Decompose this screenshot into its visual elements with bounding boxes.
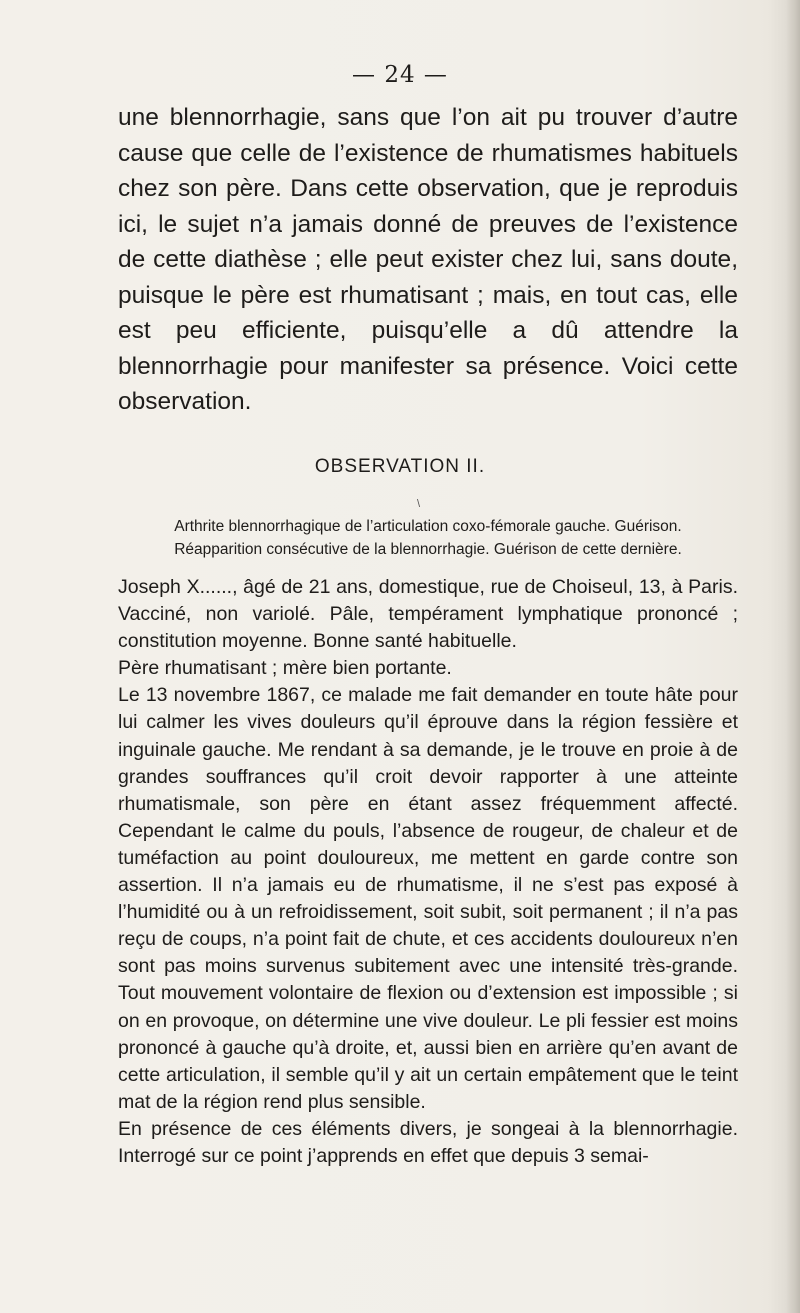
paragraph-family: Père rhumatisant ; mère bien portante. [118,657,452,680]
page-number: — 24 — [352,62,448,88]
summary-line-2: Réapparition consécutive de la blennorrhagie. Guérison de cette dernière. [174,541,682,558]
page-edge-shadow [786,0,800,1313]
intro-text: une blennorrhagie, sans que l’on ait pu trouver d’autre cause que celle de l’existence de rhumatismes habituels chez son père. Dans cette observation, que je reproduis ici, le sujet n’a jamais donné de preuves de l’existence de cette diathèse ; elle peut exister chez lui, sans doute, puisque le père est rhumatisant ; mais, en tout cas, elle est peu efficiente, puisqu’elle a dû attendre la blennorrhagie pour manifester sa présence. Voici cette observation. [118,104,738,415]
printer-mark: \ [417,498,421,510]
summary-line-1: Arthrite blennorrhagique de l’articulation coxo-fémorale gauche. Guérison. [174,518,682,535]
observation-title: OBSERVATION II. [314,456,486,477]
observation-summary [118,515,738,561]
paragraph-patient: Joseph X......, âgé de 21 ans, domestique, rue de Choiseul, 13, à Paris. Vacciné, non variolé. Pâle, tempérament lymphatique prononcé ; constitution moyenne. Bonne santé habituelle. [118,576,738,653]
intro-paragraph [118,100,738,420]
paragraph-case: Le 13 novembre 1867, ce malade me fait demander en toute hâte pour lui calmer les vives douleurs qu’il éprouve dans la région fessière et inguinale gauche. Me rendant à sa demande, je le trouve en proie à de grandes souffrances qu’il croit devoir rapporter à une atteinte rhumatismale, son père en étant assez fréquemment affecté. Cependant le calme du pouls, l’absence de rougeur, de chaleur et de tuméfaction au point douloureux, me mettent en garde contre son assertion. Il n’a jamais eu de rhumatisme, il ne s’est pas exposé à l’humidité ou à un refroidissement, soit subit, soit permanent ; il n’a pas reçu de coups, n’a point fait de chute, et ces accidents douloureux n’en sont pas moins survenus subitement avec une intensité très-grande. Tout mouvement volontaire de flexion ou d’extension est impossible ; si on en provoque, on détermine une vive douleur. Le pli fessier est moins prononcé à gauche qu’à droite, et, aussi bien en arrière qu’en avant de cette articulation, il semble qu’il y ait un certain empâtement que le teint mat de la région rend plus sensible. [118,684,738,1113]
paragraph-diagnosis: En présence de ces éléments divers, je songeai à la blennorrhagie. Interrogé sur ce point j’apprends en effet que depuis 3 semai- [118,1117,738,1167]
observation-body [118,574,738,1170]
